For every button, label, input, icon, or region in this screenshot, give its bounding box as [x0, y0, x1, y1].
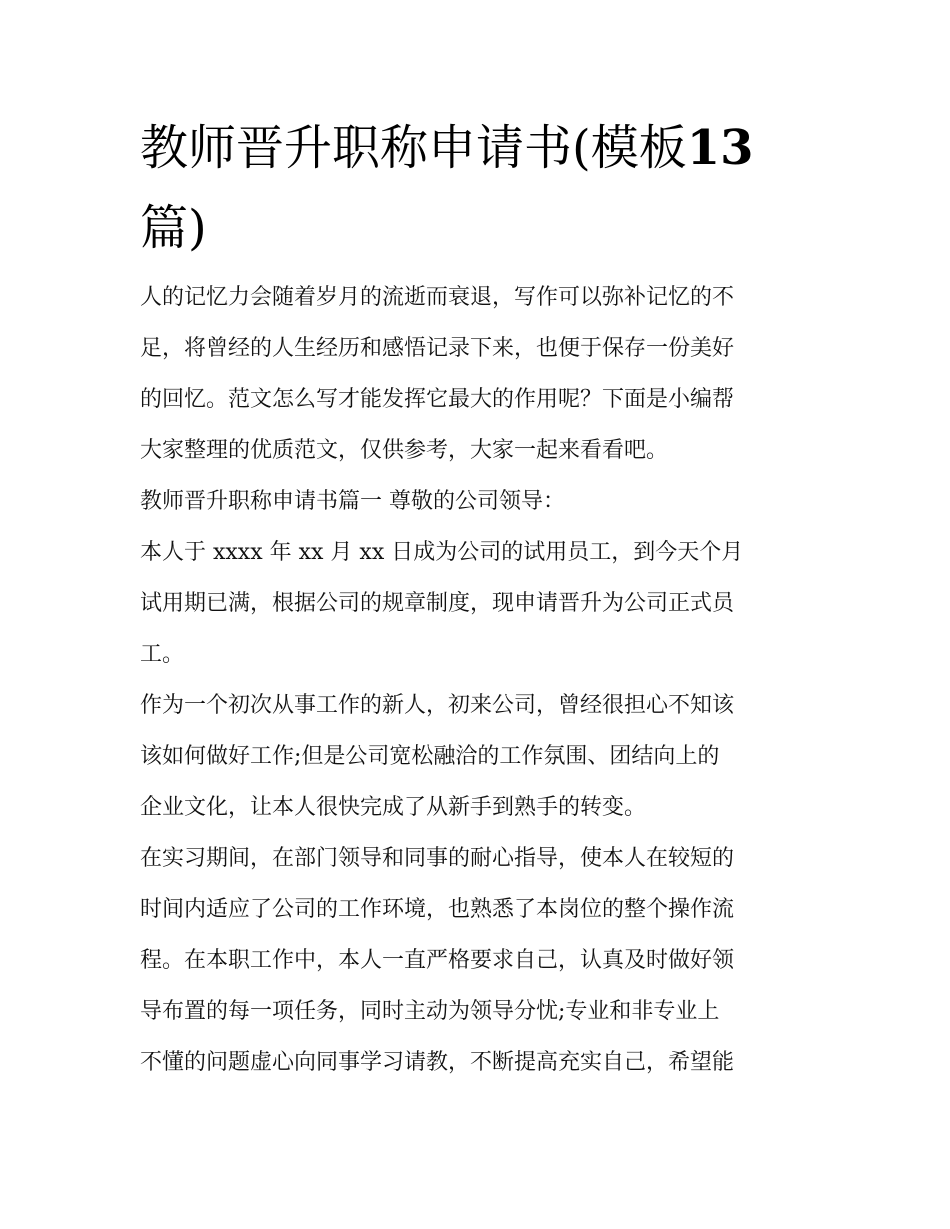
text-line: 工。	[140, 642, 185, 667]
text-line: 的回忆。范文怎么写才能发挥它最大的作用呢？下面是小编帮	[140, 387, 735, 412]
text-line: 足，将曾经的人生经历和感悟记录下来，也便于保存一份美好	[140, 336, 735, 361]
paragraph-newcomer	[140, 680, 812, 833]
text-line: 本人于 xxxx 年 xx 月 xx 日成为公司的试用员工，到今天个月	[140, 540, 744, 565]
text-line: 试用期已满，根据公司的规章制度，现申请晋升为公司正式员	[140, 591, 735, 616]
text-line: 导布置的每一项任务，同时主动为领导分忧;专业和非专业上	[140, 999, 720, 1024]
paragraph-application	[140, 527, 812, 680]
text-line: 不懂的问题虚心向同事学习请教，不断提高充实自己，希望能	[140, 1050, 735, 1075]
title-end: 篇)	[140, 200, 207, 256]
text-line: 时间内适应了公司的工作环境，也熟悉了本岗位的整个操作流	[140, 897, 735, 922]
paragraph-intro	[140, 272, 812, 476]
title-number: 13	[686, 120, 754, 176]
text-line: 该如何做好工作;但是公司宽松融洽的工作氛围、团结向上的	[140, 744, 720, 769]
text-line: 教师晋升职称申请书篇一 尊敬的公司领导：	[140, 489, 565, 514]
paragraph-internship	[140, 833, 812, 1088]
text-line: 作为一个初次从事工作的新人，初来公司，曾经很担心不知该	[140, 693, 735, 718]
text-line: 在实习期间，在部门领导和同事的耐心指导，使本人在较短的	[140, 846, 735, 871]
text-line: 企业文化，让本人很快完成了从新手到熟手的转变。	[140, 795, 647, 820]
text-line: 程。在本职工作中，本人一直严格要求自己，认真及时做好领	[140, 948, 735, 973]
title-main: 教师晋升职称申请书(模板	[140, 120, 687, 176]
paragraph-heading	[140, 476, 812, 527]
text-line: 人的记忆力会随着岁月的流逝而衰退，写作可以弥补记忆的不	[140, 285, 735, 310]
document-title	[140, 108, 810, 268]
text-line: 大家整理的优质范文，仅供参考，大家一起来看看吧。	[140, 438, 669, 463]
document-body	[140, 272, 812, 1088]
